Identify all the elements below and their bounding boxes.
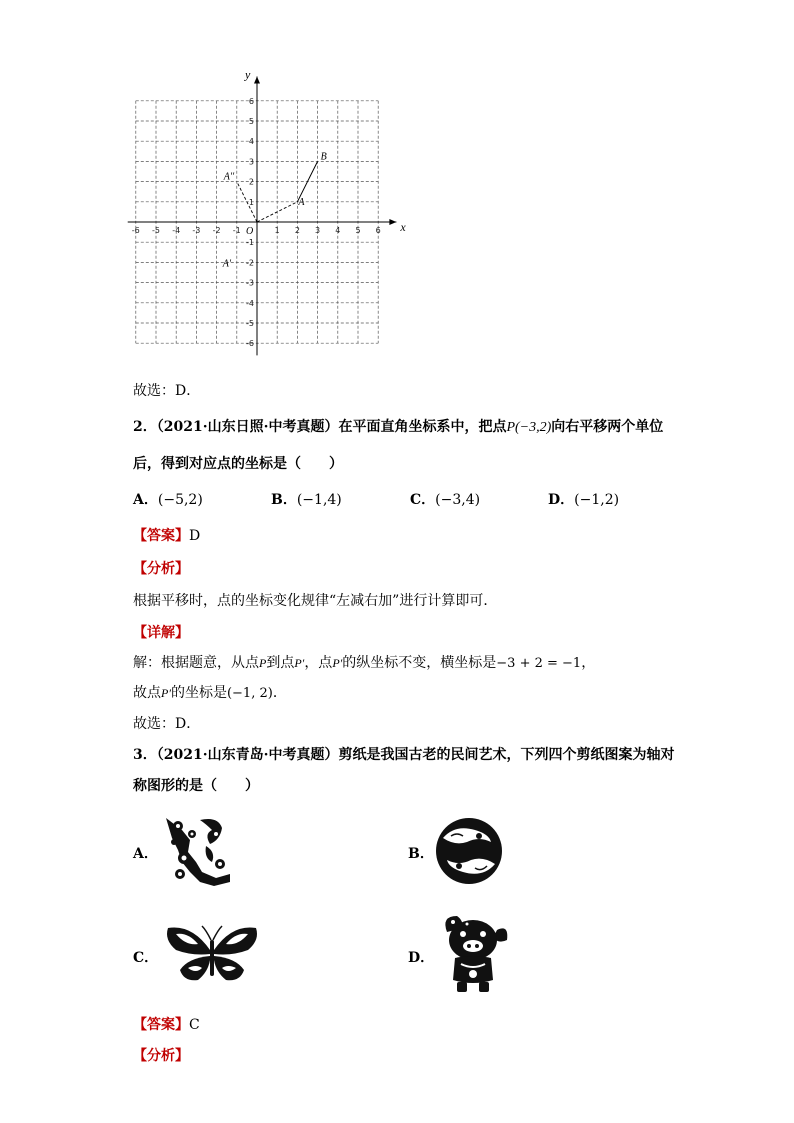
detail-expression: −3 + 2 = −1 xyxy=(496,656,582,671)
q2-answer xyxy=(133,525,200,545)
option-value: (−5,2) xyxy=(157,492,203,508)
y-tick-label: -2 xyxy=(246,258,254,268)
q2-option-c[interactable] xyxy=(410,489,480,509)
option-value: (−1,4) xyxy=(296,492,342,508)
detail-text: ， xyxy=(581,655,596,671)
q3-source: （2021·山东青岛·中考真题） xyxy=(156,747,339,763)
q2-stem-part2: 向右平移两个单位 xyxy=(551,419,664,435)
y-tick-label: 3 xyxy=(248,157,254,167)
plum-branch-papercut-icon[interactable] xyxy=(160,812,236,888)
x-tick-label: 1 xyxy=(274,226,280,235)
segment-oa xyxy=(257,202,297,222)
answer-value: D xyxy=(189,528,201,544)
q2-analysis-tag: 【分析】 xyxy=(133,561,189,577)
x-tick-label: 2 xyxy=(294,226,300,235)
detail-text: 到点 xyxy=(266,655,295,671)
x-tick-label: -4 xyxy=(172,226,181,235)
coordinate-graph xyxy=(125,68,410,368)
x-tick-label: 3 xyxy=(315,226,321,235)
detail-point-p: P xyxy=(259,656,267,670)
option-value: (−3,4) xyxy=(435,492,481,508)
q2-source: （2021·山东日照·中考真题） xyxy=(156,419,339,435)
point-label: A' xyxy=(222,258,232,270)
y-tick-label: -4 xyxy=(246,298,254,308)
option-letter: A． xyxy=(133,492,158,508)
detail-point-p-prime: P′ xyxy=(161,686,171,700)
detail-coordinate: (−1, 2) xyxy=(226,686,273,701)
y-tick-label: -5 xyxy=(246,319,254,328)
q3-stem-part1: 剪纸是我国古老的民间艺术，下列四个剪纸图案为轴对 xyxy=(338,747,675,763)
x-tick-label: -6 xyxy=(131,226,140,235)
answer-value: C xyxy=(189,1017,200,1033)
x-tick-label: -2 xyxy=(212,226,221,235)
x-tick-label: -5 xyxy=(152,226,160,235)
point-labels xyxy=(222,151,327,269)
detail-text: 的纵坐标不变，横坐标是 xyxy=(342,655,497,671)
y-tick-label: 2 xyxy=(248,177,254,187)
pig-papercut-icon[interactable] xyxy=(437,910,513,996)
y-tick-label: -6 xyxy=(246,339,254,349)
x-tick-label: 6 xyxy=(375,226,381,235)
answer-tag: 【答案】 xyxy=(133,528,189,544)
segment-ab xyxy=(297,161,317,201)
q3-option-d-letter: D． xyxy=(408,950,435,966)
x-tick-label: 5 xyxy=(355,226,361,235)
detail-text: 解：根据题意，从点 xyxy=(133,655,259,671)
q3-stem-line1 xyxy=(133,744,674,764)
q2-option-b[interactable] xyxy=(271,489,342,509)
detail-point-p-prime: P′ xyxy=(294,656,305,670)
detail-text: 故点 xyxy=(133,685,161,701)
detail-point-p-prime: P′ xyxy=(332,656,343,670)
q3-option-a-letter: A． xyxy=(133,846,158,862)
q2-analysis-text: 根据平移时，点的坐标变化规律“左减右加”进行计算即可． xyxy=(133,593,498,609)
y-tick-label: -1 xyxy=(246,238,254,248)
q2-stem-line2: 后，得到对应点的坐标是（ ） xyxy=(133,456,343,472)
x-axis-label: x xyxy=(400,220,406,234)
q3-option-b-letter: B． xyxy=(408,846,434,862)
butterfly-papercut-icon[interactable] xyxy=(162,920,262,986)
detail-text: 的坐标是 xyxy=(170,685,227,701)
option-letter: D． xyxy=(548,492,575,508)
q2-stem-line1 xyxy=(133,416,663,436)
x-axis-arrow xyxy=(389,219,396,225)
q2-detail-line2 xyxy=(133,682,287,702)
x-tick-label: 4 xyxy=(335,226,341,235)
q2-option-d[interactable] xyxy=(548,489,619,509)
point-label: A xyxy=(298,196,305,208)
detail-text: ． xyxy=(272,685,287,701)
twin-fish-papercut-icon[interactable] xyxy=(433,816,505,886)
axes xyxy=(128,68,407,355)
point-label: A'' xyxy=(223,171,235,183)
q3-number: 3． xyxy=(133,747,157,763)
origin-label: O xyxy=(246,226,254,237)
q3-answer xyxy=(133,1014,200,1034)
option-letter: C． xyxy=(410,492,436,508)
y-axis-arrow xyxy=(254,77,260,84)
point-label: B xyxy=(320,151,327,163)
answer-tag: 【答案】 xyxy=(133,1017,189,1033)
y-tick-label: 6 xyxy=(248,96,254,106)
q3-option-c-letter: C． xyxy=(133,950,159,966)
q3-analysis-tag: 【分析】 xyxy=(133,1048,189,1064)
x-tick-label: -3 xyxy=(192,226,201,235)
q2-stem-part1: 在平面直角坐标系中，把点 xyxy=(338,419,507,435)
q2-option-a[interactable] xyxy=(133,489,203,509)
option-value: (−1,2) xyxy=(574,492,620,508)
q3-stem-line2: 称图形的是（ ） xyxy=(133,778,259,794)
x-tick-label: -1 xyxy=(232,226,241,235)
option-letter: B． xyxy=(271,492,297,508)
y-tick-label: 5 xyxy=(248,117,254,126)
q1-conclusion: 故选：D． xyxy=(133,383,201,399)
q2-detail-line1 xyxy=(133,652,595,672)
q2-point-expr: P(−3,2) xyxy=(506,420,552,435)
y-axis-label: y xyxy=(245,68,251,82)
q2-detail-tag: 【详解】 xyxy=(133,625,189,641)
q2-number: 2． xyxy=(133,419,157,435)
y-tick-label: 4 xyxy=(248,137,254,147)
q2-conclusion: 故选：D． xyxy=(133,716,201,732)
y-tick-label: -3 xyxy=(246,278,254,288)
y-tick-label: 1 xyxy=(248,197,254,207)
detail-text: ，点 xyxy=(304,655,333,671)
